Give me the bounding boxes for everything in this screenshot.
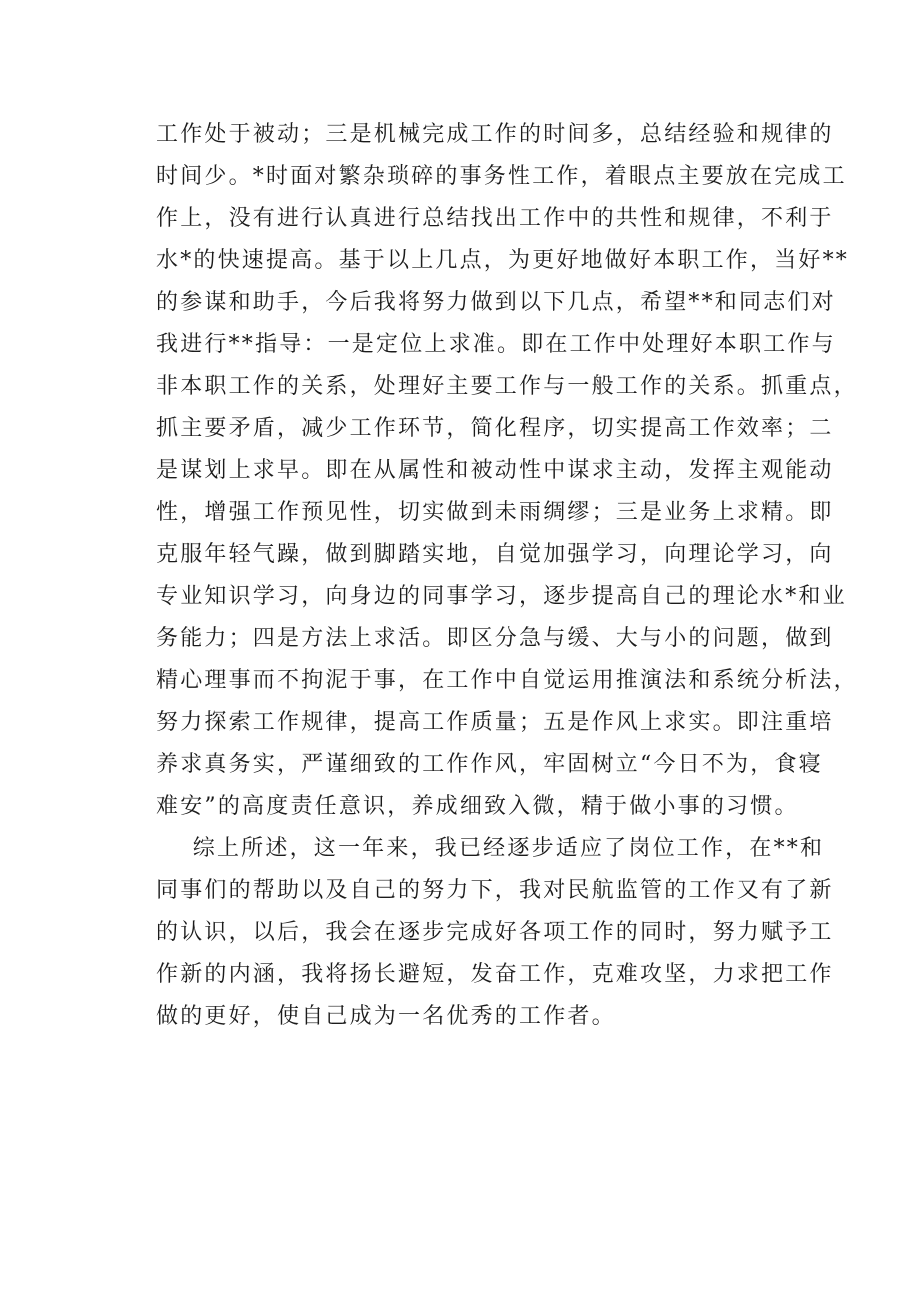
text-line: 我进行**指导：一是定位上求准。即在工作中处理好本职工作与: [156, 332, 836, 357]
text-line: 难安”的高度责任意识，养成细致入微，精于做小事的习惯。: [156, 794, 799, 819]
text-line: 性，增强工作预见性，切实做到未雨绸缪；三是业务上求精。即: [156, 500, 834, 525]
text-line: 工作处于被动；三是机械完成工作的时间多，总结经验和规律的: [156, 122, 834, 147]
text-line: 是谋划上求早。即在从属性和被动性中谋求主动，发挥主观能动: [156, 458, 834, 483]
text-line: 做的更好，使自己成为一名优秀的工作者。: [156, 1004, 616, 1029]
text-line: 抓主要矛盾，减少工作环节，简化程序，切实提高工作效率；二: [156, 416, 834, 441]
text-line: 的认识，以后，我会在逐步完成好各项工作的同时，努力赋予工: [156, 920, 834, 945]
paragraph-1: [156, 114, 858, 828]
text-line: 专业知识学习，向身边的同事学习，逐步提高自己的理论水*和业: [156, 584, 847, 609]
text-line: 务能力；四是方法上求活。即区分急与缓、大与小的问题，做到: [156, 626, 834, 651]
text-line: 综上所述，这一年来，我已经逐步适应了岗位工作，在**和: [156, 836, 825, 861]
document-body: [156, 114, 858, 1038]
text-line: 克服年轻气躁，做到脚踏实地，自觉加强学习，向理论学习，向: [156, 542, 834, 567]
text-line: 非本职工作的关系，处理好主要工作与一般工作的关系。抓重点，: [156, 374, 858, 399]
text-line: 作上，没有进行认真进行总结找出工作中的共性和规律，不利于: [156, 206, 834, 231]
text-line: 作新的内涵，我将扬长避短，发奋工作，克难攻坚，力求把工作: [156, 962, 834, 987]
paragraph-2: [156, 828, 834, 1038]
text-line: 的参谋和助手，今后我将努力做到以下几点，希望**和同志们对: [156, 290, 836, 315]
text-line: 同事们的帮助以及自己的努力下，我对民航监管的工作又有了新: [156, 878, 834, 903]
text-line: 养求真务实，严谨细致的工作作风，牢固树立“今日不为，食寝: [156, 752, 823, 777]
text-line: 精心理事而不拘泥于事，在工作中自觉运用推演法和系统分析法，: [156, 668, 858, 693]
text-line: 努力探索工作规律，提高工作质量；五是作风上求实。即注重培: [156, 710, 834, 735]
text-line: 时间少。*时面对繁杂琐碎的事务性工作，着眼点主要放在完成工: [156, 164, 847, 189]
text-line: 水*的快速提高。基于以上几点，为更好地做好本职工作，当好**: [156, 248, 850, 273]
